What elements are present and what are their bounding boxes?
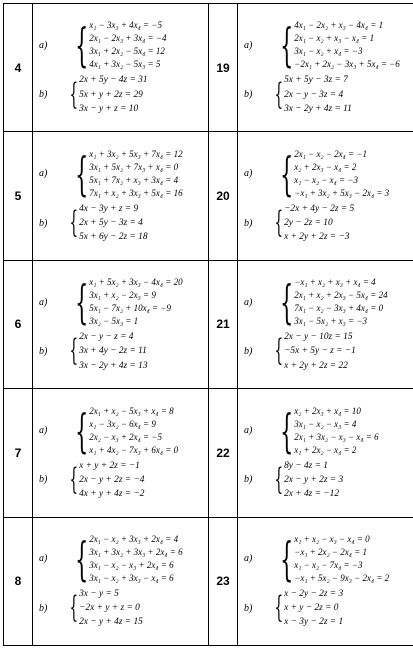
part-label-a: a)	[39, 168, 48, 180]
left-brace-icon: {	[274, 76, 284, 112]
left-brace-icon: {	[69, 333, 79, 369]
equation-list	[284, 330, 356, 373]
variant-systems	[238, 260, 413, 388]
equation: −x₁ + 3x₂ + 5x₃ − 2x₄ = 3	[294, 187, 390, 198]
equation: 7x₁ − x₂ − 3x₃ + 4x₄ = 0	[294, 303, 384, 314]
equation: 3x₁ + 3x₂ + 3x₃ + 2x₄ = 6	[89, 546, 183, 557]
equation-list	[284, 202, 354, 245]
part-label-a: a)	[39, 296, 48, 308]
equation: 2x − y + 4z = 15	[79, 617, 143, 628]
equation: 2x₁ − x₂ + 3x₃ + 2x₄ = 4	[89, 533, 179, 544]
left-brace-icon: {	[280, 403, 294, 458]
left-brace-icon: {	[274, 205, 284, 241]
left-brace-icon: {	[274, 333, 284, 369]
variant-number: 21	[209, 260, 238, 388]
equation-list	[89, 276, 182, 328]
equation-list	[294, 405, 378, 457]
table-row	[4, 389, 413, 517]
part-label-b: b)	[39, 217, 48, 229]
left-brace-icon: {	[75, 275, 89, 330]
part-label-a: a)	[39, 425, 48, 437]
part-label-b: b)	[39, 345, 48, 357]
part-label-b: b)	[244, 217, 253, 229]
equation: 3x₁ − 5x₂ + x₃ = −3	[294, 316, 367, 327]
variant-number: 7	[4, 389, 33, 517]
equation: 2x + 5y − 4z = 31	[79, 75, 148, 86]
part-label-a: a)	[39, 553, 48, 565]
equation: −5x + 5y − z = −1	[284, 346, 356, 357]
equation: 2x₁ + 3x₂ − x₃ − x₄ = 6	[294, 431, 379, 442]
equation: 2x + 4z = −12	[284, 488, 340, 499]
system-b	[238, 73, 413, 116]
equation: 2x₁ − x₂ − 2x₄ = −1	[294, 148, 367, 159]
equation: x − 2y − 2z = 3	[284, 588, 344, 599]
system-b	[238, 587, 413, 630]
equation: −2x + y + z = 0	[79, 603, 140, 614]
part-label-a: a)	[244, 553, 253, 565]
equation-list	[79, 587, 143, 630]
left-brace-icon: {	[280, 146, 294, 201]
variant-number: 8	[4, 517, 33, 645]
equation: 2x − y − 3z = 4	[284, 89, 344, 100]
left-brace-icon: {	[274, 461, 284, 497]
equation: x₁ + 3x₂ + 5x₃ + 7x₄ = 12	[89, 148, 183, 159]
variant-systems	[238, 517, 413, 645]
equation: 3x₁ + 2x₂ − 5x₄ = 12	[89, 46, 165, 57]
equation: 3x − 2y + 4z = 11	[284, 103, 352, 114]
variant-systems	[238, 389, 413, 517]
equation: 3x₁ − x₂ − x₃ = 4	[294, 418, 357, 429]
left-brace-icon: {	[69, 590, 79, 626]
equation: 4x + y + 4z = −2	[79, 488, 145, 499]
variant-systems	[238, 132, 413, 260]
equation-list	[89, 148, 182, 200]
left-brace-icon: {	[280, 531, 294, 586]
variant-number: 4	[4, 4, 33, 132]
equation-list	[294, 148, 389, 200]
equation: x₂ + 2x₃ + x₄ = 10	[294, 405, 361, 416]
equation: 7x₁ + x₂ + 3x₃ + 5x₄ = 16	[89, 187, 183, 198]
equation: x − 3y − 2z = 1	[284, 617, 344, 628]
variant-number: 20	[209, 132, 238, 260]
equation-list	[79, 202, 147, 245]
equation: x₂ + 2x₃ − x₄ = 2	[294, 161, 357, 172]
equation: x + y + 2z = −1	[79, 460, 140, 471]
equation: 2x₁ − x₂ + x₃ − x₄ = 1	[294, 33, 375, 44]
left-brace-icon: {	[75, 18, 89, 73]
system-b	[33, 330, 208, 373]
equation: x + y − 2z = 0	[284, 603, 339, 614]
equation-list	[79, 459, 144, 502]
variant-number: 22	[209, 389, 238, 517]
left-brace-icon: {	[69, 205, 79, 241]
equation-list	[79, 330, 147, 373]
variant-systems	[33, 260, 209, 388]
table-row	[4, 260, 413, 388]
equation-list	[294, 533, 389, 585]
variant-number: 5	[4, 132, 33, 260]
equation: 4x₁ + 3x₂ − 5x₃ = 5	[89, 59, 161, 70]
equation: 2x − y − z = 4	[79, 332, 134, 343]
equation: 3x + 4y − 2z = 11	[79, 346, 147, 357]
equation: x₁ + x₂ − x₃ − x₄ = 0	[294, 533, 370, 544]
part-label-b: b)	[39, 602, 48, 614]
equation-list	[89, 19, 166, 71]
part-label-b: b)	[244, 602, 253, 614]
table-row	[4, 4, 413, 132]
system-a	[33, 405, 208, 457]
system-a	[33, 276, 208, 328]
equation: 5x + 5y − 3z = 7	[284, 75, 348, 86]
part-label-b: b)	[39, 474, 48, 486]
part-label-a: a)	[39, 39, 48, 51]
equation: 2x − y + 2z = 3	[284, 474, 344, 485]
part-label-a: a)	[244, 425, 253, 437]
part-label-a: a)	[244, 39, 253, 51]
equation: 3x₁ − x₂ + x₄ = −3	[294, 46, 363, 57]
equation: 4x − 3y + z = 9	[79, 203, 139, 214]
equation: 3x₁ − x₂ + 3x₃ − x₄ = 6	[89, 572, 174, 583]
system-b	[33, 459, 208, 502]
part-label-b: b)	[39, 89, 48, 101]
variant-number: 19	[209, 4, 238, 132]
table-row	[4, 132, 413, 260]
equation: x + 2y + 2z = −3	[284, 232, 350, 243]
equation: x₁ + 4x₂ − 7x₃ + 6x₄ = 0	[89, 444, 179, 455]
system-a	[238, 405, 413, 457]
equation: x₁ − 3x₂ − 6x₄ = 9	[89, 418, 156, 429]
equation-list	[89, 405, 178, 457]
equation: 2x₁ + x₂ − 5x₃ + x₄ = 8	[89, 405, 174, 416]
system-b	[33, 587, 208, 630]
equation: 5x₁ − 7x₂ + 10x₄ = −9	[89, 303, 171, 314]
part-label-b: b)	[244, 474, 253, 486]
left-brace-icon: {	[75, 531, 89, 586]
part-label-b: b)	[244, 345, 253, 357]
system-b	[33, 73, 208, 116]
variant-systems	[33, 132, 209, 260]
left-brace-icon: {	[75, 403, 89, 458]
equation: 2x₁ + x₂ + 2x₃ − 5x₄ = 24	[294, 290, 388, 301]
left-brace-icon: {	[75, 146, 89, 201]
equation: 5x + y + 2z = 29	[79, 89, 143, 100]
equation: 2x₁ − 2x₃ + 3x₄ = −4	[89, 33, 167, 44]
equation: −2x₁ + 2x₂ − 3x₃ + 5x₄ = −6	[294, 59, 400, 70]
equation-list	[294, 19, 399, 71]
system-a	[238, 533, 413, 585]
part-label-a: a)	[244, 168, 253, 180]
equation: −2x + 4y − 2z = 5	[284, 203, 355, 214]
system-b	[238, 459, 413, 502]
equation: x₁ − 3x₃ + 4x₄ = −5	[89, 20, 162, 31]
system-a	[33, 148, 208, 200]
equation: 3x₁ + x₂ − 2x₃ = 9	[89, 290, 156, 301]
equation: 3x₂ − 5x₃ = 1	[89, 316, 139, 327]
equation: 3x − y + z = 10	[79, 103, 139, 114]
equation: −x₁ + 5x₂ − 9x₃ − 2x₄ = 2	[294, 572, 390, 583]
left-brace-icon: {	[280, 18, 294, 73]
left-brace-icon: {	[280, 275, 294, 330]
equation: 5x + 6y − 2z = 18	[79, 232, 148, 243]
part-label-b: b)	[244, 89, 253, 101]
system-a	[238, 19, 413, 71]
equation: 3x − y = 5	[79, 588, 119, 599]
system-a	[238, 148, 413, 200]
equation-list	[89, 533, 182, 585]
equation-list	[284, 73, 352, 116]
system-b	[238, 202, 413, 245]
equation: 2x − y + 2z = −4	[79, 474, 145, 485]
variant-number: 23	[209, 517, 238, 645]
variant-number: 6	[4, 260, 33, 388]
equation: 2y − 2z = 10	[284, 217, 333, 228]
equation: 4x₁ − 2x₂ + x₃ − 4x₄ = 1	[294, 20, 384, 31]
equation-list	[284, 587, 343, 630]
system-a	[33, 19, 208, 71]
left-brace-icon: {	[69, 76, 79, 112]
system-b	[33, 202, 208, 245]
variant-systems	[238, 4, 413, 132]
equation-list	[294, 276, 387, 328]
equation: 5x₁ + 7x₂ + x₃ + 3x₄ = 4	[89, 174, 179, 185]
equation: 8y − 4z = 1	[284, 460, 328, 471]
equation: 2x + 5y − 3z = 4	[79, 217, 143, 228]
system-a	[238, 276, 413, 328]
equation: −x₁ + 2x₂ − 2x₄ = 1	[294, 546, 367, 557]
equation: x₁ − x₂ − 7x₄ = −3	[294, 559, 363, 570]
equation: x + 2y + 2z = 22	[284, 360, 348, 371]
equation: −x₁ + x₂ + x₃ + x₄ = 4	[294, 277, 376, 288]
variant-systems	[33, 517, 209, 645]
equation: 2x₂ − x₃ + 2x₄ = −5	[89, 431, 162, 442]
variant-systems	[33, 4, 209, 132]
equation: 3x₁ + 5x₂ + 7x₃ + x₄ = 0	[89, 161, 179, 172]
part-label-a: a)	[244, 296, 253, 308]
system-a	[33, 533, 208, 585]
variant-systems	[33, 389, 209, 517]
variants-table	[3, 3, 413, 646]
left-brace-icon: {	[69, 461, 79, 497]
table-row	[4, 517, 413, 645]
equation: 2x − y − 10z = 15	[284, 332, 353, 343]
equation: x₁ + 5x₂ + 3x₃ − 4x₄ = 20	[89, 277, 183, 288]
equation: 3x − 2y + 4z = 13	[79, 360, 148, 371]
left-brace-icon: {	[274, 590, 284, 626]
equation: 3x₁ − x₂ − x₃ + 2x₄ = 6	[89, 559, 174, 570]
system-b	[238, 330, 413, 373]
equation-list	[79, 73, 147, 116]
equation-list	[284, 459, 343, 502]
equation: x₁ − x₂ − x₄ = −3	[294, 174, 358, 185]
equation: x₁ + 2x₂ − x₄ = 2	[294, 444, 357, 455]
